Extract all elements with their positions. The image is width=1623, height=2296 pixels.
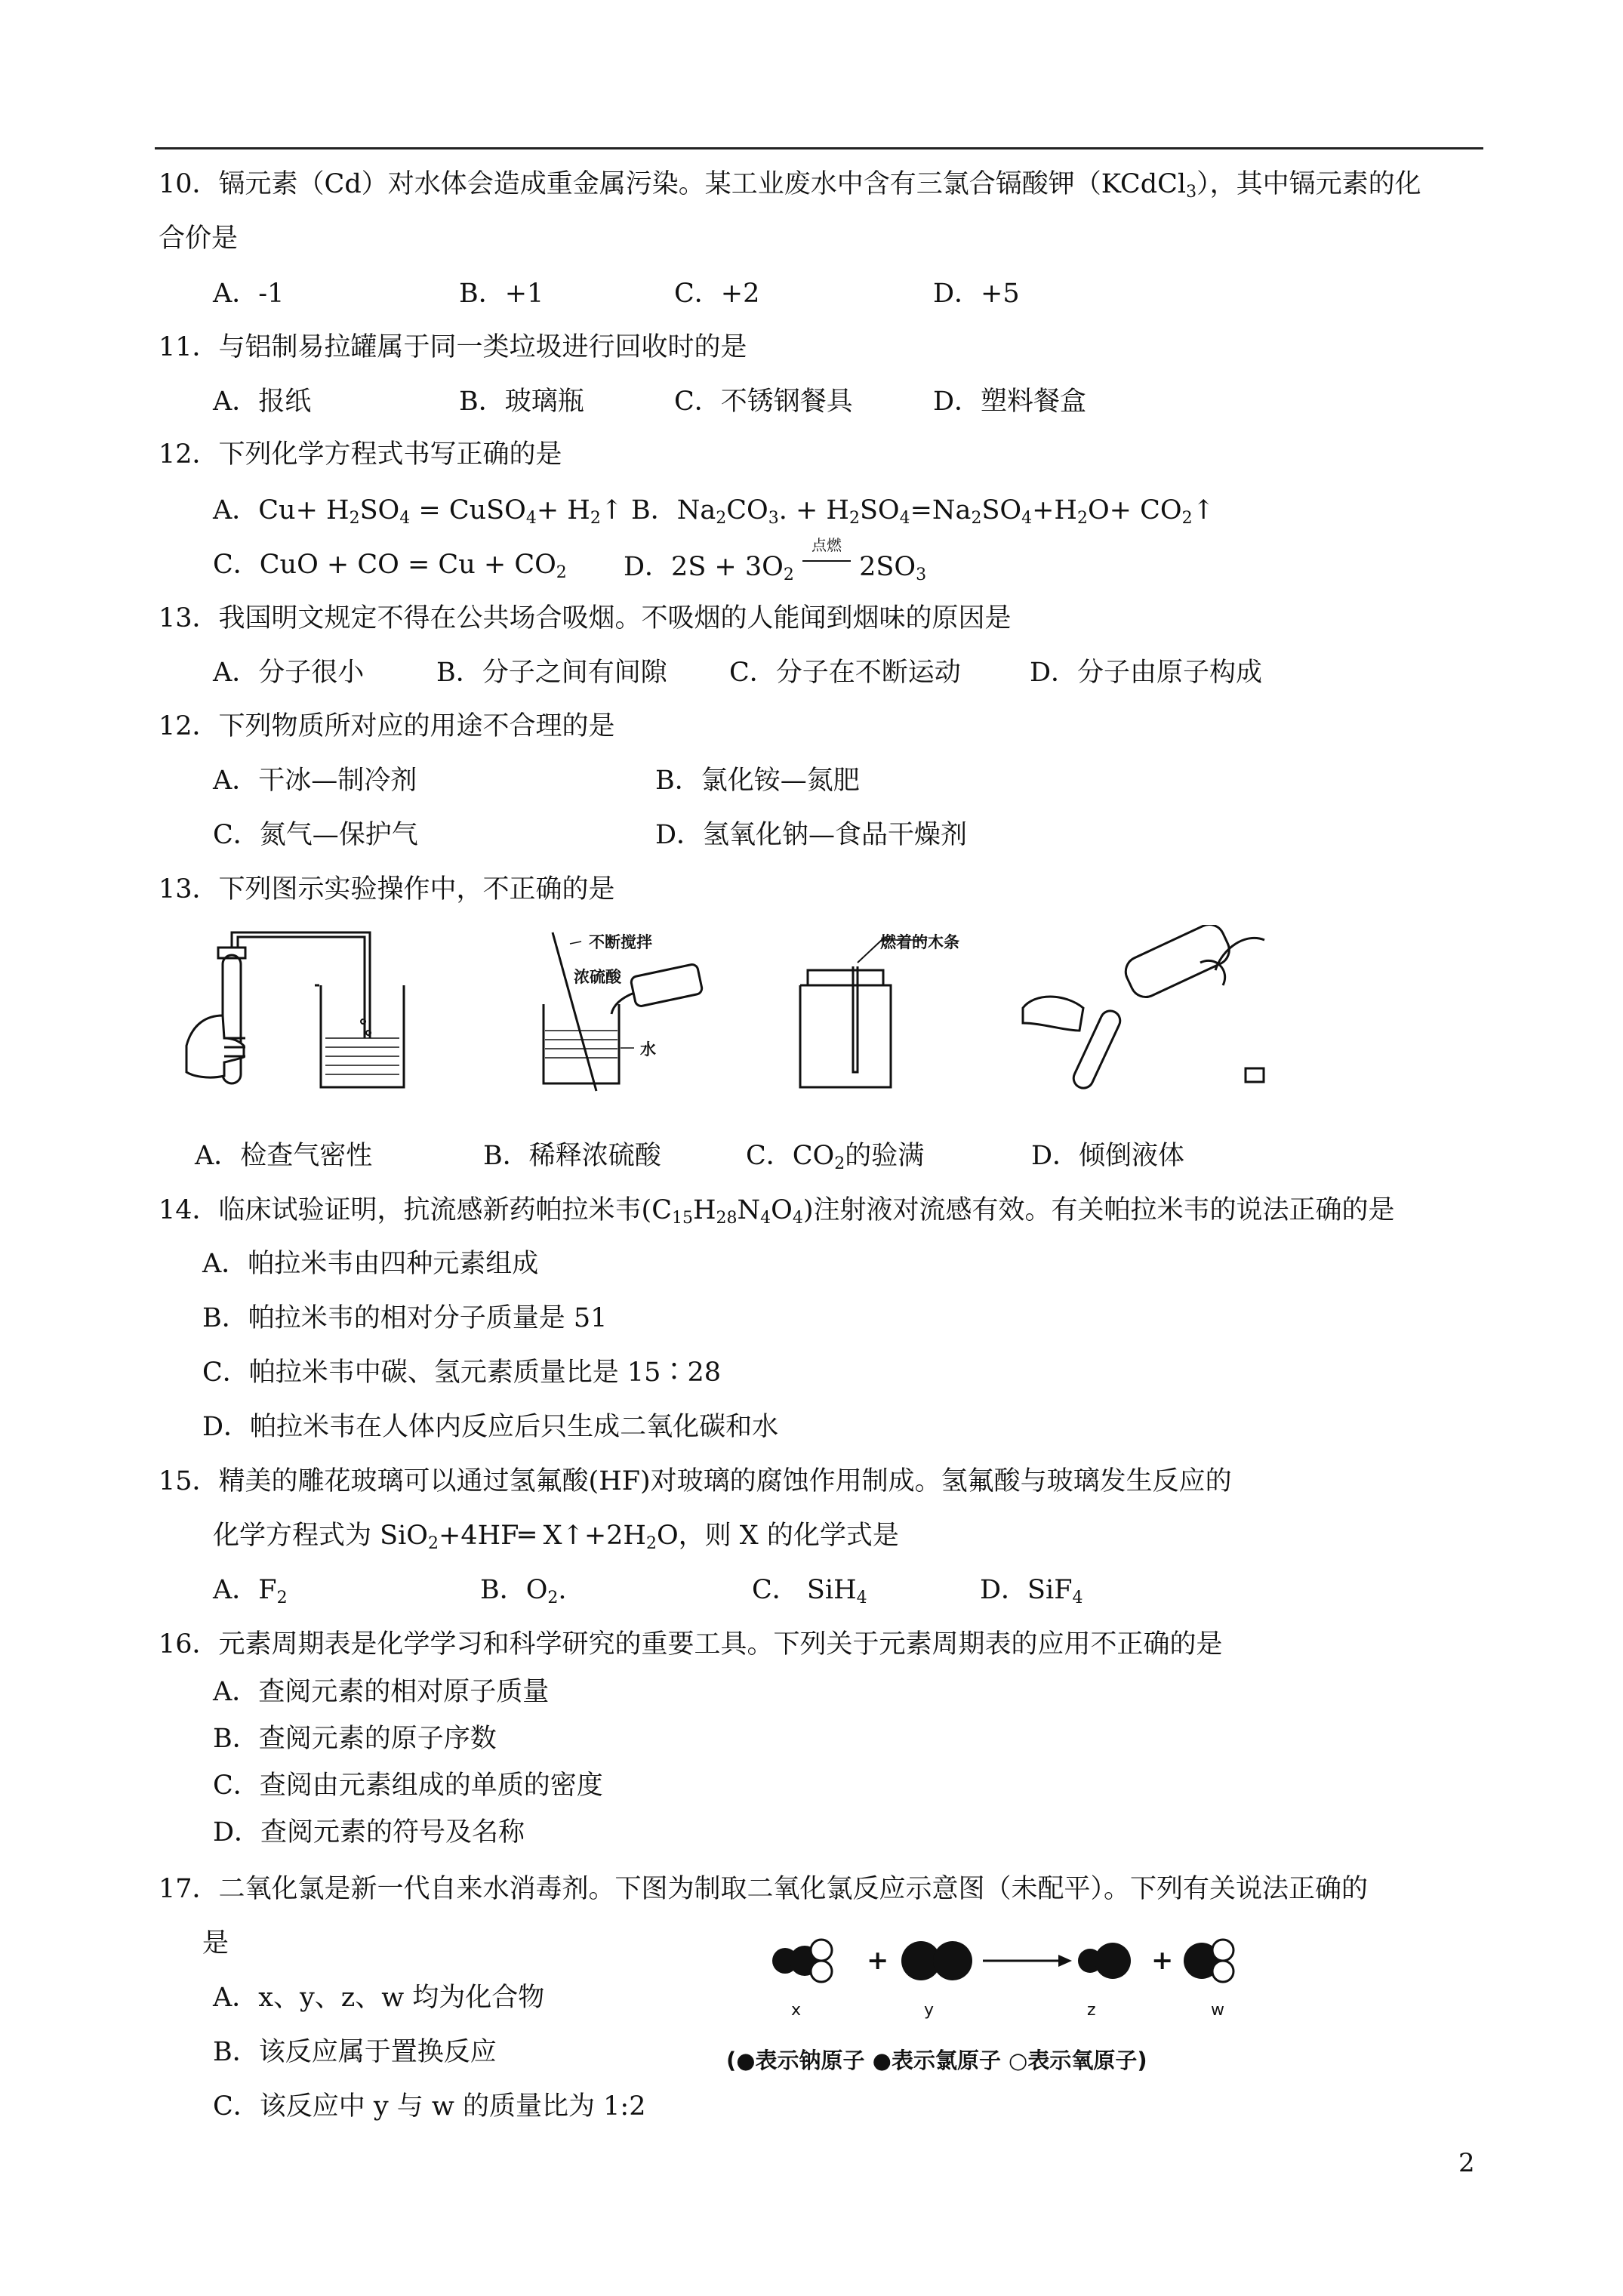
- q16-option-b: B．查阅元素的原子序数: [213, 1724, 497, 1754]
- label-z: z: [1087, 2001, 1096, 2020]
- q13b-stem: 13．下列图示实验操作中，不正确的是: [159, 874, 615, 905]
- q17-option-b: B．该反应属于置换反应: [213, 2037, 497, 2067]
- q15-option-d: D．SiF$_4$: [980, 1575, 1083, 1607]
- q11-option-d: D．塑料餐盒: [933, 387, 1087, 417]
- label-water: 水: [640, 1040, 656, 1059]
- header-rule: [155, 147, 1483, 149]
- q16-option-d: D．查阅元素的符号及名称: [213, 1817, 525, 1848]
- fig-airtightness-check: [185, 925, 411, 1099]
- q13-option-b: B．分子之间有间隙: [436, 658, 667, 688]
- q10-option-a: A．-1: [213, 279, 285, 309]
- q12-option-c: C．CuO + CO = $Cu + CO_2$: [213, 550, 567, 582]
- q13b-option-a: A．检查气密性: [195, 1141, 373, 1171]
- q12-option-b: B．$Na_2CO_3$. + $H_2SO_4=Na_2SO_4+H_2O+$ $CO_2↑$: [631, 495, 1215, 528]
- q11-option-b: B．玻璃瓶: [459, 387, 584, 417]
- plus-sign-2: +: [1151, 1945, 1174, 1976]
- q10-option-b: B．+1: [459, 279, 544, 309]
- q15-option-a: A．$F_2$: [213, 1575, 288, 1607]
- q10-option-d: D．+5: [933, 279, 1020, 309]
- molecule-x: [772, 1940, 832, 1982]
- q17-option-a: A．x、y、z、w 均为化合物: [213, 1983, 545, 2013]
- fig-pour-liquid: [1019, 925, 1268, 1099]
- q14-stem: 14．临床试验证明，抗流感新药帕拉米韦$(C_{15}H_{28}N_4O_4)$注射液对流感有效。有关帕拉米韦的说法正确的是: [159, 1195, 1395, 1228]
- q11-stem: 11．与铝制易拉罐属于同一类垃圾进行回收时的是: [159, 332, 747, 362]
- q11-option-c: C．不锈钢餐具: [674, 387, 853, 417]
- ignite-condition: 点燃: [812, 536, 842, 554]
- q12b-option-a: A．干冰—制冷剂: [213, 766, 417, 796]
- q14-option-d: D．帕拉米韦在人体内反应后只生成二氧化碳和水: [202, 1412, 779, 1442]
- q10-stem: 10．镉元素（Cd）对水体会造成重金属污染。某工业废水中含有三氯合镉酸钾（KCdCl$_3$），其中镉元素的化: [159, 169, 1421, 202]
- molecule-y: [901, 1941, 972, 1980]
- label-acid: 浓硫酸: [574, 968, 621, 986]
- q15-option-b: B．$O_2$.: [480, 1575, 567, 1607]
- label-stick: 燃着的木条: [880, 933, 959, 951]
- q15-option-c: C． SiH$_4$: [752, 1575, 867, 1607]
- q10-option-c: C．+2: [674, 279, 760, 309]
- reaction-diagram: [762, 1929, 1291, 2042]
- q13-option-c: C．分子在不断运动: [729, 658, 961, 688]
- q13b-option-b: B．稀释浓硫酸: [483, 1141, 661, 1171]
- molecule-w: [1184, 1940, 1233, 1982]
- molecule-z: [1078, 1943, 1131, 1979]
- q15-stem-cont: 化学方程式为 SiO$_2$+4HF═ $X↑+2H_2O$，则 X 的化学式是: [213, 1521, 899, 1553]
- q13-option-d: D．分子由原子构成: [1030, 658, 1263, 688]
- label-w: w: [1211, 2001, 1224, 2020]
- q12-option-a: A．$Cu+ H_2SO_4$ = CuSO$_4$+ $H_2↑$: [213, 495, 624, 528]
- page-number: 2: [1458, 2148, 1475, 2178]
- q14-option-c: C．帕拉米韦中碳、氢元素质量比是 15∶28: [202, 1358, 721, 1388]
- q12b-option-d: D．氢氧化钠—食品干燥剂: [655, 820, 968, 850]
- q11-option-a: A．报纸: [213, 387, 312, 417]
- label-stir: 不断搅拌: [589, 933, 652, 951]
- q12b-option-c: C．氮气—保护气: [213, 820, 418, 850]
- q13-option-a: A．分子很小: [213, 658, 365, 688]
- q17-option-c: C．该反应中 y 与 w 的质量比为 1:2: [213, 2091, 646, 2122]
- q15-stem: 15．精美的雕花玻璃可以通过氢氟酸(HF)对玻璃的腐蚀作用制成。氢氟酸与玻璃发生反应的: [159, 1466, 1232, 1496]
- q13-stem: 13．我国明文规定不得在公共场合吸烟。不吸烟的人能闻到烟味的原因是: [159, 603, 1012, 633]
- q12b-option-b: B．氯化铵—氮肥: [655, 766, 860, 796]
- diagram-legend: (●表示钠原子 ●表示氯原子 ○表示氧原子): [726, 2048, 1147, 2073]
- plus-sign-1: +: [867, 1945, 889, 1976]
- q17-stem-cont: 是: [202, 1928, 229, 1959]
- q17-stem: 17．二氧化氯是新一代自来水消毒剂。下图为制取二氧化氯反应示意图（未配平）。下列有关说法正确的: [159, 1874, 1369, 1904]
- q13b-option-d: D．倾倒液体: [1031, 1141, 1185, 1171]
- q16-option-c: C．查阅由元素组成的单质的密度: [213, 1771, 603, 1801]
- q14-option-b: B．帕拉米韦的相对分子质量是 51: [202, 1303, 608, 1333]
- q12-option-d: D．$2S + 3O_2$ 点燃 $2SO_3$: [624, 536, 927, 584]
- reaction-arrow: [983, 1955, 1072, 1967]
- q14-option-a: A．帕拉米韦由四种元素组成: [202, 1249, 539, 1279]
- q12b-stem: 12．下列物质所对应的用途不合理的是: [159, 711, 615, 741]
- q10-stem-cont: 合价是: [159, 223, 239, 254]
- q16-stem: 16．元素周期表是化学学习和科学研究的重要工具。下列关于元素周期表的应用不正确的是: [159, 1629, 1223, 1660]
- label-y: y: [924, 2001, 935, 2020]
- label-x: x: [791, 2001, 802, 2020]
- q13b-option-c: C．$CO_2$的验满: [746, 1141, 925, 1173]
- q16-option-a: A．查阅元素的相对原子质量: [213, 1677, 550, 1707]
- q12-stem: 12．下列化学方程式书写正确的是: [159, 439, 562, 470]
